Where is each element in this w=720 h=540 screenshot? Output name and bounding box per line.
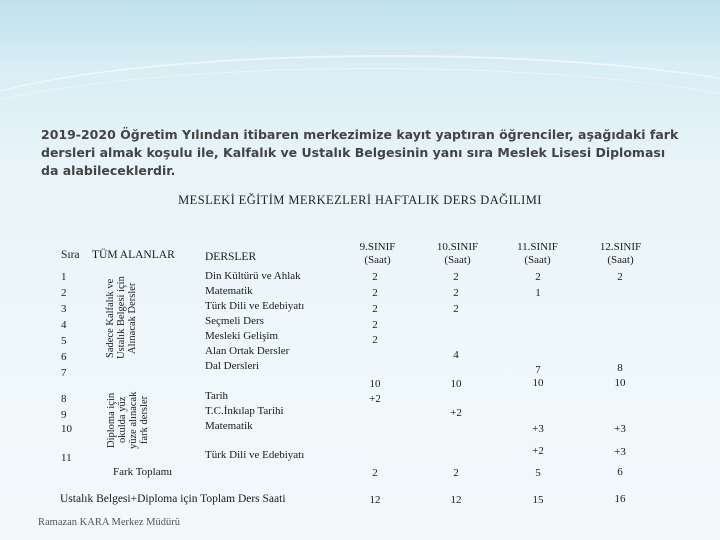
row-number: 2 — [61, 287, 67, 299]
course-name: Dal Dersleri — [205, 360, 260, 372]
fark-toplami-label: Fark Toplamı — [113, 466, 173, 478]
hours-cell: 2 — [535, 271, 541, 283]
hours-cell: 2 — [453, 271, 459, 283]
hours-cell: 4 — [453, 349, 459, 361]
course-name: Türk Dili ve Edebiyatı — [205, 449, 305, 461]
header-10-unit: (Saat) — [444, 254, 471, 266]
toplam-label: Ustalık Belgesi+Diploma için Toplam Ders Saati — [60, 493, 286, 505]
course-name: Tarih — [205, 390, 229, 402]
header-decoration — [0, 0, 720, 110]
hours-cell: 2 — [372, 287, 378, 299]
header-dersler: DERSLER — [205, 251, 257, 263]
fark-toplami-cell: 2 — [453, 467, 459, 479]
subtotal-cell: 10 — [369, 378, 381, 390]
extra-hours-cell: +3 — [614, 423, 626, 435]
header-9-label: 9.SINIF — [359, 241, 396, 253]
row-number: 11 — [61, 452, 72, 464]
extra-hours-cell: +3 — [614, 446, 626, 458]
row-number: 9 — [61, 409, 67, 421]
row-number: 5 — [61, 335, 67, 347]
row-number: 8 — [61, 393, 67, 405]
extra-hours-cell: +2 — [369, 393, 381, 405]
hours-cell: 2 — [372, 319, 378, 331]
row-number: 6 — [61, 351, 67, 363]
hours-cell: 1 — [535, 287, 541, 299]
extra-hours-cell: +3 — [532, 423, 544, 435]
course-name: Mesleki Gelişim — [205, 330, 279, 342]
header-11-unit: (Saat) — [524, 254, 551, 266]
header-12-sinif — [593, 241, 648, 267]
course-name: Din Kültürü ve Ahlak — [205, 270, 301, 282]
fark-toplami-cell: 5 — [535, 467, 541, 479]
row-number: 1 — [61, 271, 67, 283]
hours-cell: 2 — [453, 303, 459, 315]
group-label-kalfalik: Sadece Kalfalık ve Ustalık Belgesi için Alınacak Dersler — [105, 276, 138, 360]
header-10-label: 10.SINIF — [436, 241, 479, 253]
extra-hours-cell: +2 — [532, 445, 544, 457]
extra-hours-cell: +2 — [450, 407, 462, 419]
header-alanlar: TÜM ALANLAR — [92, 249, 175, 261]
course-name: Matematik — [205, 285, 253, 297]
group-label-diploma: Diploma için okulda yüz yüze alınacak fark dersler — [106, 391, 150, 449]
hours-cell: 2 — [372, 334, 378, 346]
hours-cell: 7 — [535, 364, 541, 376]
intro-text: 2019-2020 Öğretim Yılından itibaren merkezimize kayıt yaptıran öğrenciler, aşağıdaki fark dersleri almak koşulu ile, Kalfalık ve Ustalık Belgesinin yanı sıra Meslek Lisesi Diploması da alabileceklerdir. — [41, 127, 679, 178]
header-11-label: 11.SINIF — [517, 241, 558, 253]
row-number: 3 — [61, 303, 67, 315]
row-number: 10 — [61, 423, 72, 435]
toplam-cell: 15 — [532, 494, 544, 506]
header-9-unit: (Saat) — [364, 254, 391, 266]
header-12-unit: (Saat) — [607, 254, 634, 266]
table-title: MESLEKİ EĞİTİM MERKEZLERİ HAFTALIK DERS DAĞILIMI — [178, 193, 542, 207]
course-name: Alan Ortak Dersler — [205, 345, 290, 357]
header-10-sinif — [430, 241, 485, 267]
subtotal-cell: 10 — [614, 377, 626, 389]
toplam-cell: 12 — [450, 494, 462, 506]
course-name: Türk Dili ve Edebiyatı — [205, 300, 305, 312]
header-12-label: 12.SINIF — [599, 241, 642, 253]
hours-cell: 2 — [372, 271, 378, 283]
course-name: Seçmeli Ders — [205, 315, 264, 327]
subtotal-cell: 10 — [532, 377, 544, 389]
header-sira: Sıra — [61, 249, 80, 261]
hours-cell: 2 — [617, 271, 623, 283]
fark-toplami-cell: 2 — [372, 467, 378, 479]
course-name: T.C.İnkılap Tarihi — [205, 405, 284, 417]
hours-cell: 8 — [617, 362, 623, 374]
subtotal-cell: 10 — [450, 378, 462, 390]
hours-cell: 2 — [453, 287, 459, 299]
toplam-cell: 12 — [369, 494, 381, 506]
row-number: 7 — [61, 367, 67, 379]
row-number: 4 — [61, 319, 67, 331]
toplam-cell: 16 — [614, 493, 626, 505]
header-9-sinif — [350, 241, 405, 267]
header-11-sinif — [510, 241, 565, 267]
hours-cell: 2 — [372, 303, 378, 315]
course-name: Matematik — [205, 420, 253, 432]
footer-signature: Ramazan KARA Merkez Müdürü — [38, 517, 181, 528]
fark-toplami-cell: 6 — [617, 466, 623, 478]
